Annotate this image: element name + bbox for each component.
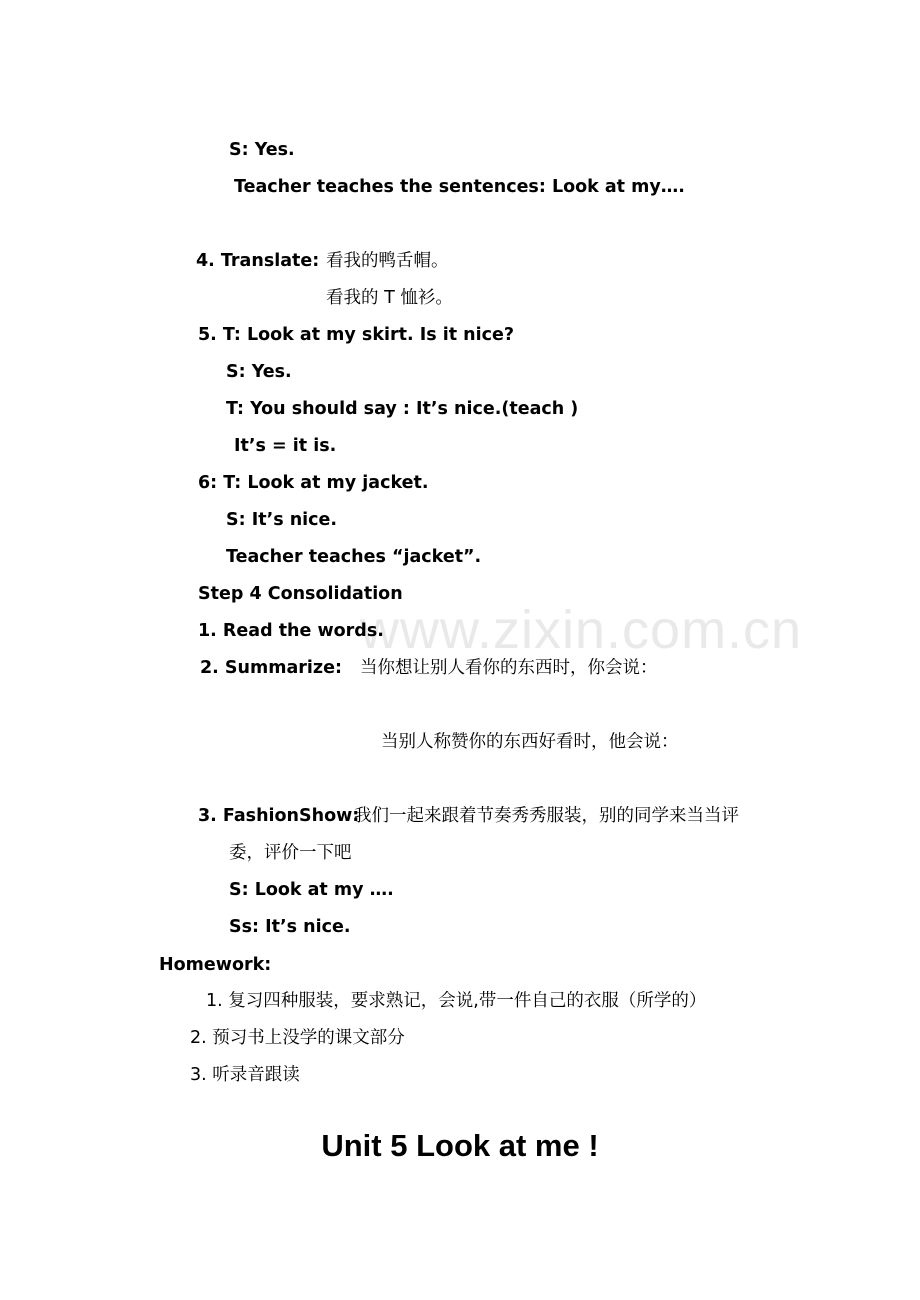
line-s-its-nice: S: It’s nice. [226, 510, 338, 530]
step-heading: Step 4 Consolidation [198, 584, 403, 604]
line-fashion-2: 委，评价一下吧 [229, 843, 352, 863]
line-jacket: 6: T: Look at my jacket. [198, 473, 429, 493]
line-skirt-question: 5. T: Look at my skirt. Is it nice? [198, 325, 515, 345]
line-teach-jacket: Teacher teaches “jacket”. [226, 547, 482, 567]
line-read-words: 1. Read the words. [198, 621, 384, 641]
watermark: www.zixin.com.cn [360, 600, 803, 660]
unit-title: Unit 5 Look at me ! [321, 1128, 599, 1163]
line-teach-sentences: Teacher teaches the sentences: Look at my…. [234, 177, 685, 197]
homework-item-3: 3. 听录音跟读 [190, 1065, 300, 1085]
line-ss-its-nice: Ss: It’s nice. [229, 917, 351, 937]
line-its-it-is: It’s = it is. [234, 436, 337, 456]
line-fashion-1: 我们一起来跟着节奏秀秀服装，别的同学来当当评 [354, 806, 739, 826]
homework-item-2: 2. 预习书上没学的课文部分 [190, 1028, 405, 1048]
line-you-should-say: T: You should say : It’s nice.(teach ) [226, 399, 579, 419]
line-translate-2: 看我的 T 恤衫。 [326, 288, 453, 308]
line-fashion-label: 3. FashionShow: [198, 806, 360, 826]
homework-item-1: 1. 复习四种服装，要求熟记，会说,带一件自己的衣服（所学的） [206, 991, 707, 1011]
line-summarize-2: 当别人称赞你的东西好看时，他会说： [381, 732, 679, 752]
line-s-look-at-my: S: Look at my …. [229, 880, 394, 900]
line-translate-label: 4. Translate: [196, 251, 320, 271]
line-s-yes: S: Yes. [229, 140, 295, 160]
line-s-yes-2: S: Yes. [226, 362, 292, 382]
line-summarize-label: 2. Summarize: [200, 658, 342, 678]
homework-heading: Homework: [159, 955, 272, 975]
line-summarize-1: 当你想让别人看你的东西时，你会说： [360, 658, 658, 678]
line-translate-1: 看我的鸭舌帽。 [326, 251, 449, 271]
